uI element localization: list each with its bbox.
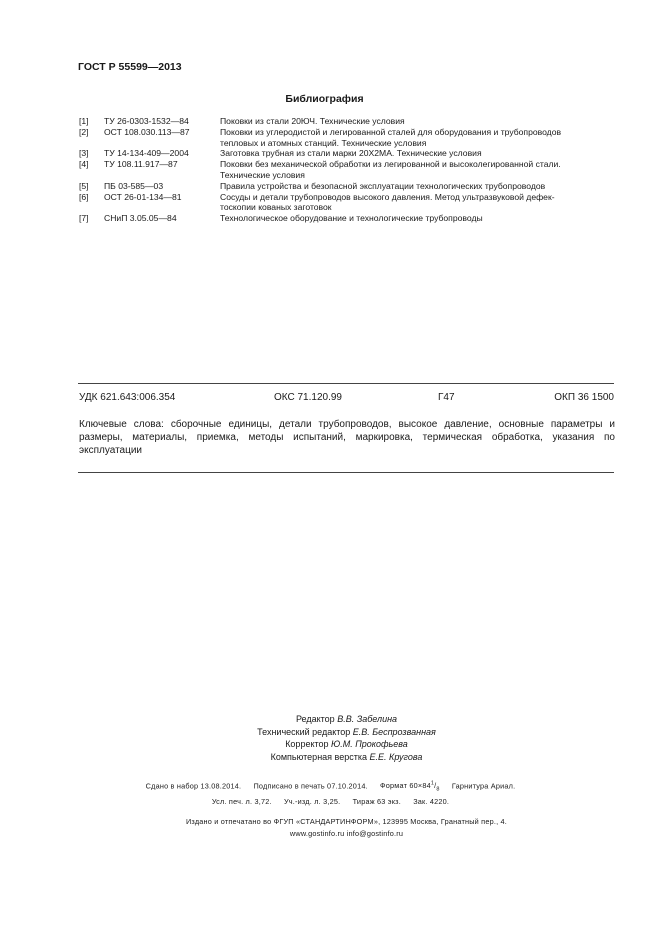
bibliography-item-code: ТУ 14-134-409—2004 xyxy=(104,148,189,159)
okp-code: ОКП 36 1500 xyxy=(554,392,614,403)
bibliography-item-title-line: Поковки без механической обработки из легированной и высоколегированной стали. xyxy=(220,159,561,170)
bibliography-item-number: [2] xyxy=(79,126,89,137)
print-sheets: Усл. печ. л. 3,72. xyxy=(211,796,272,806)
bibliography-item-title xyxy=(220,192,619,214)
order-number: Зак. 4220. xyxy=(413,796,450,806)
paper-format-prefix: Формат 60×84 xyxy=(380,781,431,791)
paper-format-numerator: 1 xyxy=(430,781,435,787)
bibliography-item-number: [1] xyxy=(79,116,89,126)
bibliography-item-title-line: тоскопии кованых заготовок xyxy=(220,202,332,213)
bibliography-list xyxy=(79,116,619,224)
editor-name: В.В. Забелина xyxy=(337,714,398,724)
bibliography-item xyxy=(79,159,619,181)
bibliography-item-number: [4] xyxy=(79,159,89,170)
bibliography-item-code: СНиП 3.05.05—84 xyxy=(104,213,177,224)
issuer-address: Издано и отпечатано во ФГУП «СТАНДАРТИНФОРМ», 123995 Москва, Гранатный пер., 4. xyxy=(185,817,508,826)
issuer-website-link[interactable]: www.gostinfo.ru xyxy=(289,829,345,838)
issuer-email-link[interactable]: info@gostinfo.ru xyxy=(346,829,404,838)
paper-format: Формат $60\times 84^1/_8$ xyxy=(380,781,440,793)
editor-name: Ю.М. Прокофьева xyxy=(331,739,408,749)
publication-line-1 xyxy=(0,778,661,796)
bibliography-item xyxy=(79,192,619,214)
bibliography-item-number: [7] xyxy=(79,213,89,224)
publication-info xyxy=(0,778,661,808)
bibliography-item-title-line: Поковки из стали 20ЮЧ. Технические условия xyxy=(220,116,405,126)
divider-top xyxy=(78,383,614,384)
editor-name: Е.В. Беспрозванная xyxy=(352,726,436,737)
editor-line xyxy=(16,751,661,764)
bibliography-item-number: [5] xyxy=(79,180,89,191)
group-code: Г47 xyxy=(438,392,455,403)
editor-line xyxy=(16,738,661,751)
bibliography-item-title xyxy=(220,159,619,181)
bibliography-item-code: ТУ 26-0303-1532—84 xyxy=(104,116,189,126)
bibliography-item-code: ПБ 03-585—03 xyxy=(104,180,164,191)
bibliography-item xyxy=(79,213,619,224)
editor-role: Компьютерная верстка xyxy=(270,751,367,762)
bibliography-item-title-line: Технические условия xyxy=(220,169,305,180)
paper-format-denominator: 8 xyxy=(436,786,440,793)
bibliography-item-title-line: Поковки из углеродистой и легированной сталей для оборудования и трубопроводов xyxy=(220,126,562,137)
bibliography-item xyxy=(79,181,619,192)
bibliography-item-title-line: Правила устройства и безопасной эксплуатации технологических трубопроводов xyxy=(220,180,546,191)
divider-bottom xyxy=(78,472,614,473)
document-header: ГОСТ Р 55599—2013 xyxy=(78,61,182,73)
bibliography-title-container xyxy=(0,93,661,105)
bibliography-item-title-line: Сосуды и детали трубопроводов высокого давления. Метод ультразвуковой дефек- xyxy=(220,191,555,202)
bibliography-item-code: ТУ 108.11.917—87 xyxy=(104,159,178,170)
publishing-sheets: Уч.-изд. л. 3,25. xyxy=(283,796,341,806)
udk-code: УДК 621.643:006.354 xyxy=(79,392,176,403)
keywords-paragraph: Ключевые слова: сборочные единицы, детали трубопроводов, высокое давление, основные параметры и размеры, материалы, приемка, методы испытаний, маркировка, термическая обработка, указания по эксплуатации xyxy=(79,419,615,456)
bibliography-title: Библиография xyxy=(285,93,364,105)
bibliography-item-title-line: Технологическое оборудование и технологические трубопроводы xyxy=(220,213,483,224)
editors-block xyxy=(0,713,661,763)
signed-date: Подписано в печать 07.10.2014. xyxy=(253,781,368,791)
editor-role: Редактор xyxy=(295,714,335,724)
editor-role: Корректор xyxy=(285,739,329,749)
bibliography-item xyxy=(79,127,619,149)
issuer-contacts xyxy=(16,828,661,840)
bibliography-item-title xyxy=(220,127,619,149)
bibliography-item-title-line: Заготовка трубная из стали марки 20Х2МА. Технические условия xyxy=(220,148,482,159)
editor-line xyxy=(16,726,661,739)
bibliography-item-number: [3] xyxy=(79,148,89,159)
issuer-info xyxy=(0,816,661,840)
print-run: Тираж 63 экз. xyxy=(352,796,401,806)
bibliography-item-code: ОСТ 26-01-134—81 xyxy=(104,191,182,202)
typeset-date: Сдано в набор 13.08.2014. xyxy=(145,781,242,791)
bibliography-item-code: ОСТ 108.030.113—87 xyxy=(104,126,190,137)
bibliography-item-title xyxy=(220,116,619,127)
editor-role: Технический редактор xyxy=(257,726,351,737)
publication-line-2 xyxy=(0,796,661,808)
bibliography-item xyxy=(79,116,619,127)
typeface: Гарнитура Ариал. xyxy=(451,781,516,791)
bibliography-item-number: [6] xyxy=(79,191,89,202)
oks-code: ОКС 71.120.99 xyxy=(274,392,342,403)
bibliography-item xyxy=(79,148,619,159)
bibliography-item-title xyxy=(220,148,619,159)
editor-line xyxy=(16,713,661,726)
classification-row xyxy=(79,392,614,403)
editor-name: Е.Е. Кругова xyxy=(369,751,423,762)
bibliography-item-title xyxy=(220,181,619,192)
bibliography-item-title-line: тепловых и атомных станций. Технические условия xyxy=(220,137,427,148)
bibliography-item-title xyxy=(220,213,619,224)
